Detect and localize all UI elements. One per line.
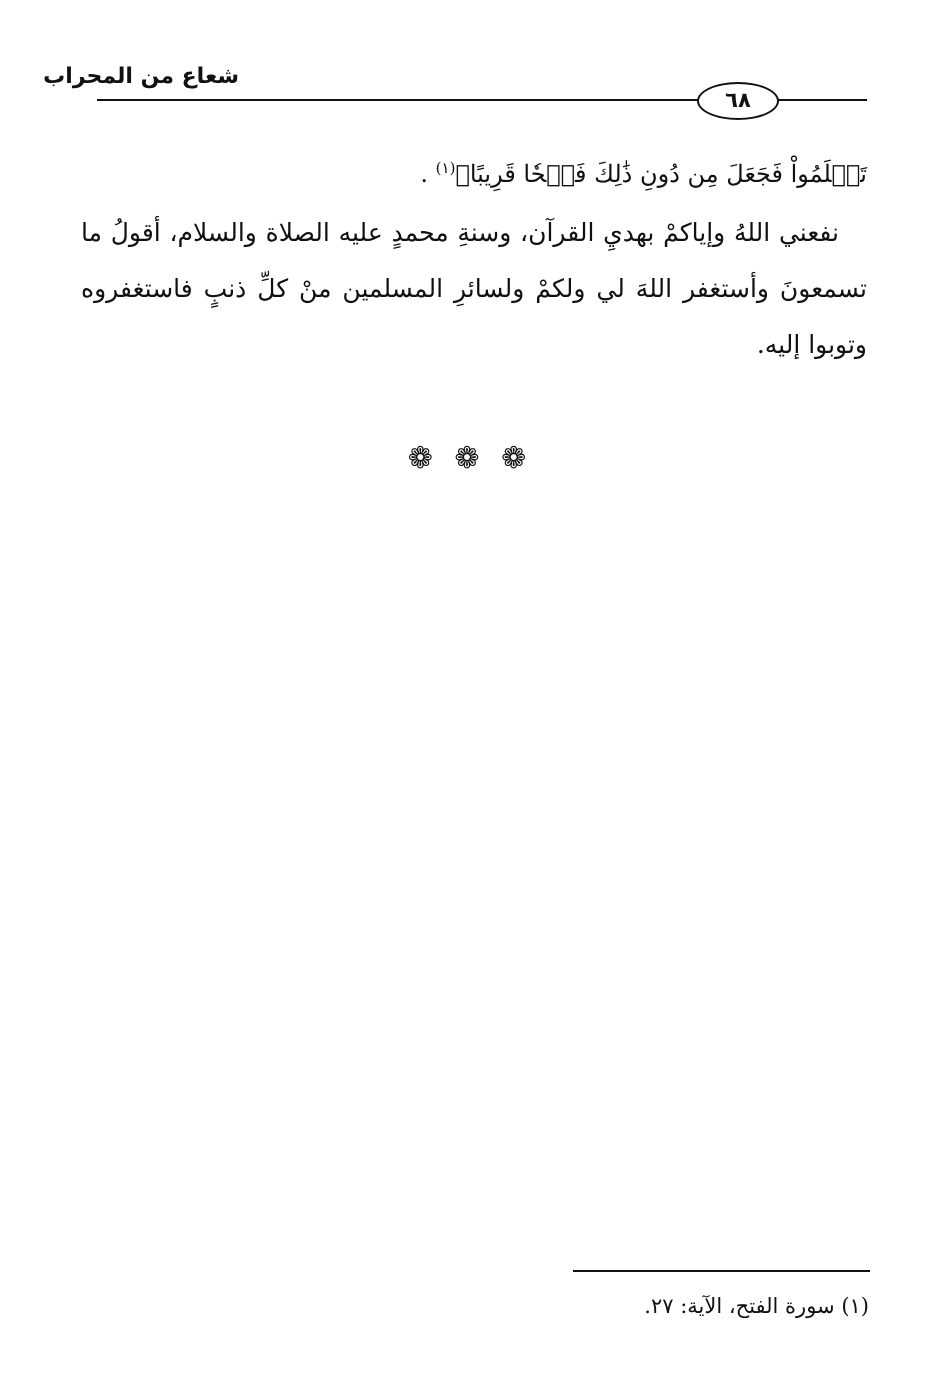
section-separator-ornament: ❁ ❁ ❁ xyxy=(407,441,533,476)
quran-verse-line xyxy=(420,148,867,194)
body-paragraph: نفعني اللهُ وإياكمْ بهديِ القرآن، وسنةِ محمدٍ عليه الصلاة والسلام، أقولُ ما تسمعونَ وأستغفر اللهَ لي ولكمْ ولسائرِ المسلمين منْ كلِّ ذنبٍ فاستغفروه وتوبوا إليه. xyxy=(81,218,867,359)
verse-text: تَعۡلَمُواْ فَجَعَلَ مِن دُونِ ذَٰلِكَ فَتۡحٗا قَرِيبًا﴾ xyxy=(455,160,867,188)
verse-end: . xyxy=(420,160,429,188)
footnote-rule xyxy=(573,1270,870,1272)
page-number: ٦٨ xyxy=(697,82,779,120)
running-header-title: شعاع من المحراب xyxy=(43,64,239,89)
footnote-reference: (١) xyxy=(435,159,456,177)
footnote: (١) سورة الفتح، الآية: ٢٧. xyxy=(644,1294,869,1318)
